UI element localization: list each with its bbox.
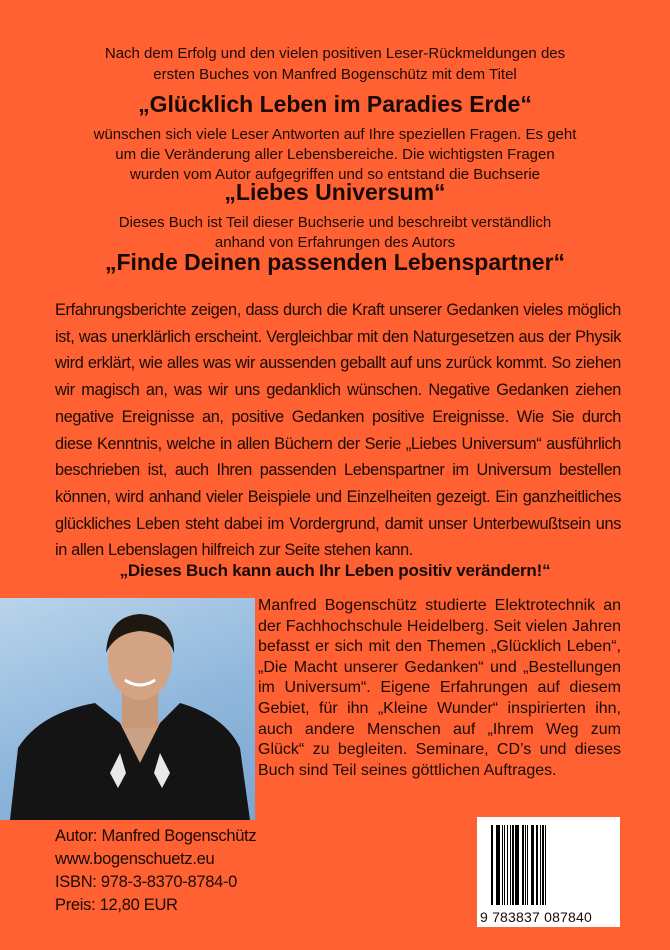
intro-line: wünschen sich viele Leser Antworten auf Ihre speziellen Fragen. Es geht <box>93 126 577 143</box>
isbn-line: ISBN: 978-3-8370-8784-0 <box>55 873 238 891</box>
price-line: Preis: 12,80 EUR <box>55 896 178 914</box>
series-title: „Liebes Universum“ <box>224 179 446 205</box>
barcode-number: 9 783837 087840 <box>480 909 592 925</box>
description-paragraph: Erfahrungsberichte zeigen, dass durch die Kraft unserer Gedanken vieles möglich ist, was unerklärlich erscheint. Vergleichbar mit den Naturgesetzen aus der Physik wird erklärt, wie alles was wir aussenden geballt auf uns zurück kommt. So ziehen wir magisch an, was wir uns gedanklich wünschen. Negative Gedanken ziehen negative Ereignisse an, positive Gedanken positive Ereignisse. Wie Sie durch diese Kenntnis, welche in allen Büchern der Serie „Liebes Universum“ ausführlich beschrieben ist, auch Ihren passenden Lebenspartner im Universum bestellen können, wird anhand vieler Beispiele und Einzelheiten gezeigt. Ein ganzheitliches glückliches Leben steht dabei im Vordergrund, damit unser Unterbewußtsein uns in allen Lebenslagen hilfreich zur Seite stehen kann. <box>55 301 621 560</box>
tagline-quote: „Dieses Buch kann auch Ihr Leben positiv verändern!“ <box>119 561 551 580</box>
book-info <box>55 825 256 917</box>
intro-line: anhand von Erfahrungen des Autors <box>214 234 456 251</box>
barcode-bar <box>548 825 550 905</box>
book-title-3: „Finde Deinen passenden Lebenspartner“ <box>104 249 566 275</box>
website-link[interactable]: www.bogenschuetz.eu <box>55 850 215 868</box>
intro-line: Dieses Buch ist Teil dieser Buchserie und beschreibt verständlich <box>118 214 552 231</box>
author-line: Autor: Manfred Bogenschütz <box>55 827 257 845</box>
book-title-1: „Glücklich Leben im Paradies Erde“ <box>138 91 532 117</box>
isbn-barcode <box>477 817 620 927</box>
intro-line: Nach dem Erfolg und den vielen positiven Leser-Rückmeldungen des <box>104 45 566 62</box>
intro-line: wurden vom Autor aufgegriffen und so entstand die Buchserie <box>130 166 540 183</box>
author-bio: Manfred Bogenschütz studierte Elektrotechnik an der Fachhochschule Heidelberg. Seit vielen Jahren befasst er sich mit den Themen „Glücklich Leben“, „Die Macht unserer Gedanken“ und „Bestellungen im Universum“. Eigene Erfahrungen auf diesem Gebiet, für ihn „Kleine Wunder“ inspirierten ihn, auch andere Menschen auf „Ihrem Weg zum Glück“ zu begleiten. Seminare, CD’s und dieses Buch sind Teil seines göttlichen Auftrages. <box>258 597 621 779</box>
intro-line: um die Veränderung aller Lebensbereiche. Die wichtigsten Fragen <box>115 146 555 163</box>
author-photo <box>0 598 255 820</box>
intro-line: ersten Buches von Manfred Bogenschütz mit dem Titel <box>153 66 517 83</box>
barcode-bars <box>491 825 609 905</box>
